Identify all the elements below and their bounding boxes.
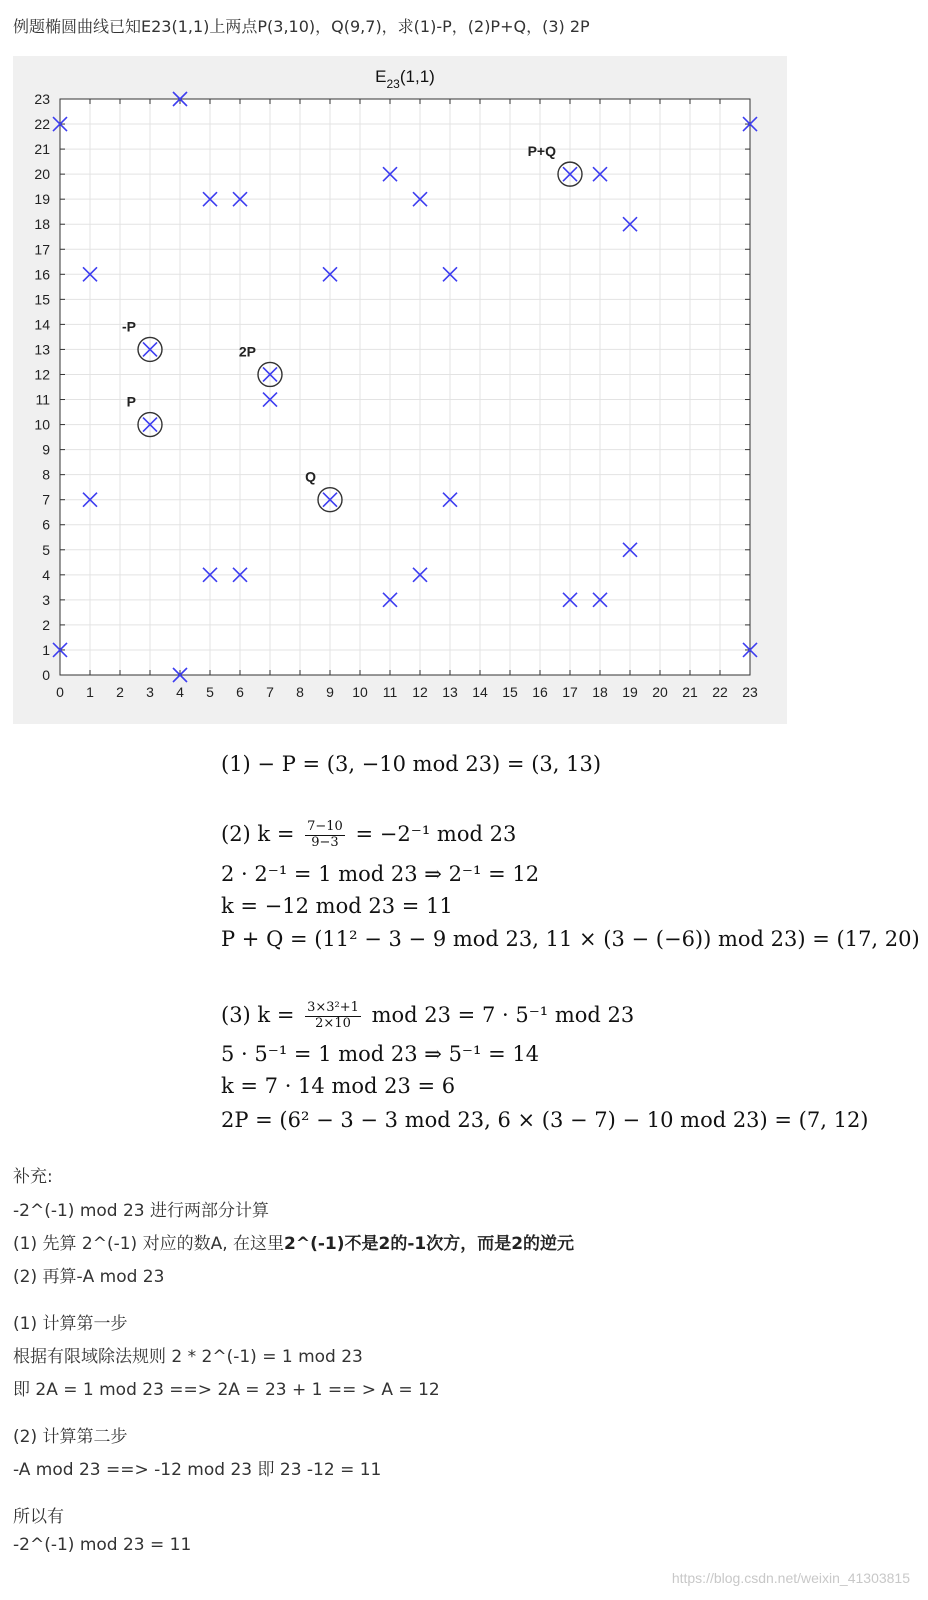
x-tick-label: 11 — [382, 684, 398, 700]
x-tick-label: 7 — [266, 684, 274, 700]
y-tick-label: 4 — [42, 566, 50, 583]
y-tick-label: 20 — [34, 166, 50, 183]
note-supplement: 补充: — [13, 1167, 53, 1187]
highlight-label: 2P — [238, 343, 256, 360]
y-tick-label: 2 — [42, 616, 50, 633]
plot-background — [60, 99, 750, 675]
x-tick-label: 15 — [502, 684, 518, 700]
highlight-label: Q — [305, 468, 316, 485]
x-tick-label: 22 — [712, 684, 728, 700]
math-part2-numerator: 7−10 — [307, 819, 343, 834]
note-line-3: (2) 再算-A mod 23 — [13, 1267, 165, 1287]
x-tick-label: 17 — [562, 684, 578, 700]
y-tick-label: 14 — [34, 316, 50, 333]
highlight-label: P — [126, 393, 136, 410]
y-tick-label: 23 — [34, 91, 50, 107]
math-part2-inverse: 2 · 2⁻¹ = 1 mod 23 ⇒ 2⁻¹ = 12 — [221, 862, 540, 886]
y-tick-label: 3 — [42, 591, 50, 608]
note-line-9: 所以有 — [13, 1507, 64, 1527]
x-tick-label: 1 — [86, 684, 94, 700]
x-tick-label: 16 — [532, 684, 548, 700]
math-part3-suffix: mod 23 = 7 · 5⁻¹ mod 23 — [371, 1002, 635, 1027]
math-part3-inverse: 5 · 5⁻¹ = 1 mod 23 ⇒ 5⁻¹ = 14 — [221, 1042, 540, 1066]
math-part2-prefix: (2) k = — [221, 821, 295, 846]
x-tick-label: 4 — [176, 684, 184, 700]
note-line-2-bold: 2^(-1)不是2的-1次方，而是2的逆元 — [284, 1234, 575, 1254]
x-tick-label: 5 — [206, 684, 214, 700]
x-tick-label: 8 — [296, 684, 304, 700]
note-line-5: 根据有限域除法规则 2 * 2^(-1) = 1 mod 23 — [13, 1347, 363, 1367]
math-part2-k — [221, 820, 516, 851]
x-tick-label: 20 — [652, 684, 668, 700]
highlight-label: -P — [122, 318, 136, 335]
y-tick-label: 19 — [34, 191, 50, 208]
y-tick-label: 6 — [42, 516, 50, 533]
y-tick-label: 21 — [34, 141, 50, 158]
x-tick-label: 2 — [116, 684, 124, 700]
x-tick-label: 19 — [622, 684, 638, 700]
math-part2-fraction — [305, 820, 345, 851]
y-tick-label: 5 — [42, 541, 50, 558]
x-tick-label: 12 — [412, 684, 428, 700]
x-tick-label: 0 — [56, 684, 64, 700]
math-part1: (1) − P = (3, −10 mod 23) = (3, 13) — [221, 752, 602, 776]
grid-layer — [60, 99, 750, 675]
math-part3-prefix: (3) k = — [221, 1002, 295, 1027]
chart-title: $E_{23}(1,1)$ — [375, 67, 435, 91]
x-tick-label: 9 — [326, 684, 334, 700]
y-tick-label: 0 — [42, 667, 50, 683]
highlight-label: P+Q — [527, 143, 556, 160]
note-line-6: 即 2A = 1 mod 23 ==> 2A = 23 + 1 == > A = 12 — [13, 1380, 440, 1400]
note-line-2-plain: (1) 先算 2^(-1) 对应的数A, 在这里 — [13, 1234, 285, 1254]
y-tick-label: 22 — [34, 116, 50, 133]
math-part3-k — [221, 1001, 634, 1032]
y-tick-label: 1 — [42, 641, 50, 658]
math-part3-fraction — [305, 1001, 361, 1032]
y-tick-label: 12 — [34, 366, 50, 383]
math-part3-k-value: k = 7 · 14 mod 23 = 6 — [221, 1074, 456, 1098]
x-tick-label: 14 — [472, 684, 488, 700]
math-part2-suffix: = −2⁻¹ mod 23 — [355, 821, 517, 846]
watermark: https://blog.csdn.net/weixin_41303815 — [671, 1570, 910, 1586]
math-part2-denominator: 9−3 — [311, 834, 339, 850]
math-part3-result: 2P = (6² − 3 − 3 mod 23, 6 × (3 − 7) − 10 mod 23) = (7, 12) — [221, 1108, 869, 1132]
x-tick-label: 23 — [742, 684, 758, 700]
math-part3-numerator: 3×3²+1 — [307, 1000, 359, 1015]
x-tick-label: 18 — [592, 684, 608, 700]
y-tick-label: 9 — [42, 441, 50, 458]
note-line-2 — [13, 1229, 574, 1254]
x-tick-label: 13 — [442, 684, 458, 700]
math-part2-k-value: k = −12 mod 23 = 11 — [221, 894, 453, 918]
x-tick-label: 10 — [352, 684, 368, 700]
x-tick-label: 21 — [682, 684, 698, 700]
note-line-4: (1) 计算第一步 — [13, 1314, 128, 1334]
y-tick-label: 16 — [34, 266, 50, 283]
y-tick-label: 15 — [34, 291, 50, 308]
note-line-1: -2^(-1) mod 23 进行两部分计算 — [13, 1201, 270, 1221]
math-part3-denominator: 2×10 — [315, 1015, 351, 1031]
y-tick-label: 10 — [34, 416, 50, 433]
note-line-8: -A mod 23 ==> -12 mod 23 即 23 -12 = 11 — [13, 1460, 382, 1480]
note-line-7: (2) 计算第二步 — [13, 1427, 128, 1447]
x-tick-label: 3 — [146, 684, 154, 700]
math-part2-result: P + Q = (11² − 3 − 9 mod 23, 11 × (3 − (−6)) mod 23) = (17, 20) — [221, 927, 920, 951]
intro-text: 例题椭圆曲线已知E23(1,1)上两点P(3,10)，Q(9,7)，求(1)-P，(2)P+Q，(3) 2P — [13, 17, 590, 36]
elliptic-curve-plot — [13, 56, 787, 724]
chart-figure — [13, 56, 787, 724]
y-tick-label: 17 — [34, 241, 50, 258]
note-line-10: -2^(-1) mod 23 = 11 — [13, 1535, 192, 1555]
y-tick-label: 8 — [42, 466, 50, 483]
y-tick-label: 7 — [42, 491, 50, 508]
y-tick-label: 13 — [34, 341, 50, 358]
y-tick-label: 18 — [34, 216, 50, 233]
y-tick-label: 11 — [35, 391, 50, 408]
x-tick-label: 6 — [236, 684, 244, 700]
